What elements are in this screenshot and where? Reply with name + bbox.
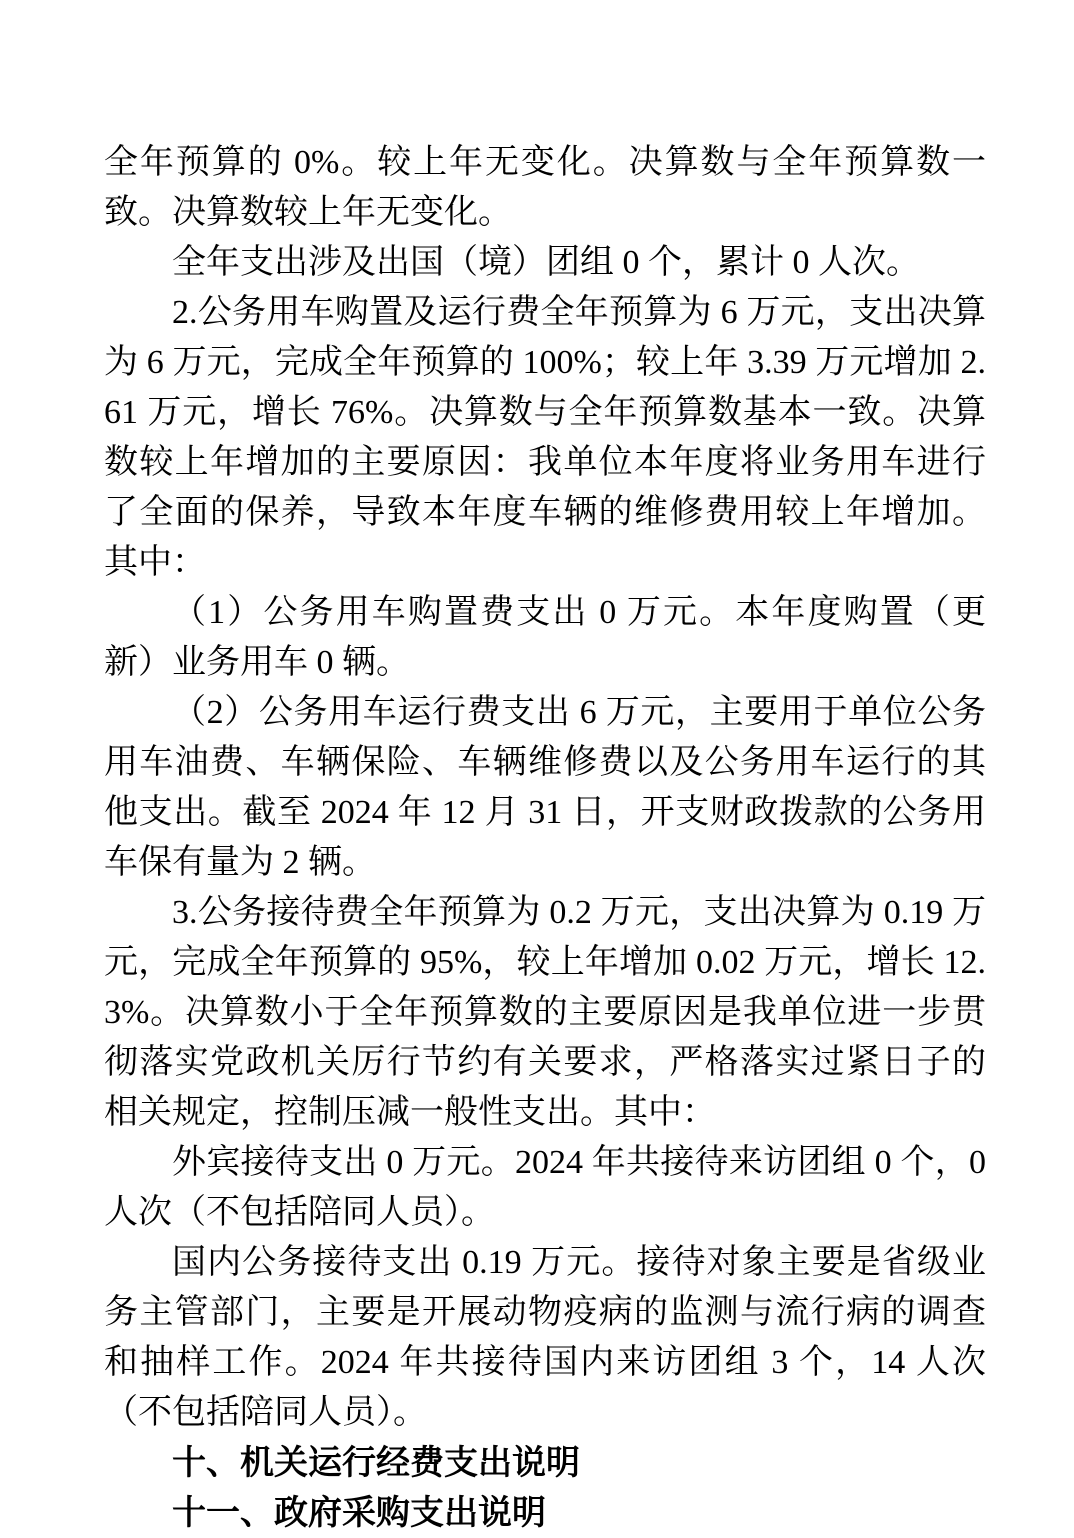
paragraph-vehicle-budget: 2.公务用车购置及运行费全年预算为 6 万元，支出决算为 6 万元，完成全年预算的 100%；较上年 3.39 万元增加 2.61 万元，增长 76%。决算数与全年预算数基本一致。决算数较上年增加的主要原因：我单位本年度将业务用车进行了全面的保养，导致本年度车辆的维修费用较上年增加。其中： (104, 294, 986, 581)
section-heading-operating-expenses: 十、机关运行经费支出说明 (172, 1444, 580, 1482)
paragraph-vehicle-operation: （2）公务用车运行费支出 6 万元，主要用于单位公务用车油费、车辆保险、车辆维修费以及公务用车运行的其他支出。截至 2024 年 12 月 31 日，开支财政拨款的公务用车保有量为 2 辆。 (104, 694, 986, 881)
paragraph-foreign-reception: 外宾接待支出 0 万元。2024 年共接待来访团组 0 个，0 人次（不包括陪同人员）。 (104, 1144, 986, 1231)
paragraph-budget-carryover: 全年预算的 0%。较上年无变化。决算数与全年预算数一致。决算数较上年无变化。 (104, 144, 986, 231)
section-heading-government-procurement: 十一、政府采购支出说明 (172, 1494, 546, 1532)
paragraph-domestic-reception: 国内公务接待支出 0.19 万元。接待对象主要是省级业务主管部门，主要是开展动物疫病的监测与流行病的调查和抽样工作。2024 年共接待国内来访团组 3 个，14 人次（不包括陪同人员）。 (104, 1244, 986, 1431)
paragraph-abroad-groups: 全年支出涉及出国（境）团组 0 个，累计 0 人次。 (172, 244, 920, 281)
paragraph-reception-budget: 3.公务接待费全年预算为 0.2 万元，支出决算为 0.19 万元，完成全年预算的 95%，较上年增加 0.02 万元，增长 12.3%。决算数小于全年预算数的主要原因是我单位进一步贯彻落实党政机关厉行节约有关要求，严格落实过紧日子的相关规定，控制压减一般性支出。其中： (104, 894, 986, 1131)
paragraph-vehicle-purchase: （1）公务用车购置费支出 0 万元。本年度购置（更新）业务用车 0 辆。 (104, 594, 986, 681)
